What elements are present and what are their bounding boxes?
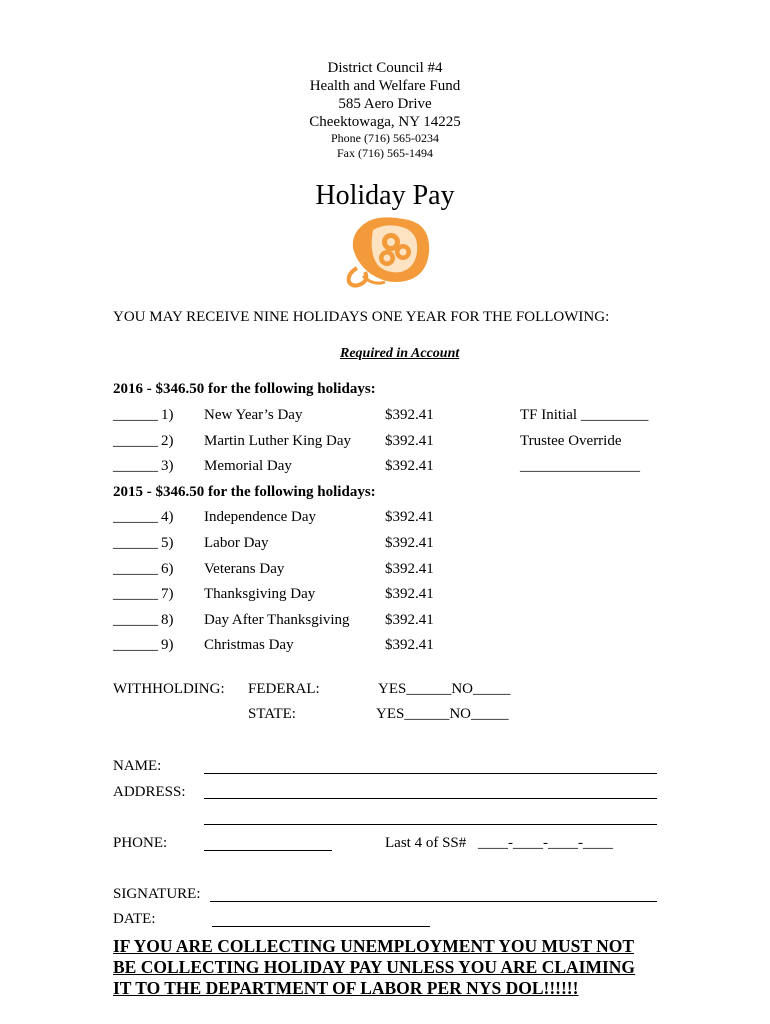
federal-yes-no-field[interactable]: YES______NO_____ (378, 681, 511, 697)
holiday-name: New Year’s Day (204, 407, 303, 423)
warning-line-1: IF YOU ARE COLLECTING UNEMPLOYMENT YOU MUST NOT (113, 936, 635, 956)
address-field-line1[interactable] (204, 798, 657, 799)
holiday-amount: $392.41 (385, 535, 434, 551)
tf-initial-field[interactable]: TF Initial _________ (520, 407, 649, 423)
signature-field[interactable] (210, 901, 657, 902)
holiday-name: Independence Day (204, 509, 317, 525)
page-title: Holiday Pay (315, 180, 455, 211)
holiday-amount: $392.41 (385, 458, 434, 474)
signature-label: SIGNATURE: (113, 886, 201, 902)
holiday-number: 7) (161, 586, 174, 602)
group-heading-2015: 2015 - $346.50 for the following holidays: (113, 484, 376, 500)
holiday-number: 5) (161, 535, 174, 551)
federal-label: FEDERAL: (248, 681, 320, 697)
holiday-name: Thanksgiving Day (204, 586, 316, 602)
state-yes-no-field[interactable]: YES______NO_____ (376, 706, 509, 722)
warning-line-3: IT TO THE DEPARTMENT OF LABOR PER NYS DOL!!!!!! (113, 978, 579, 998)
holiday-blank[interactable]: ______ (113, 586, 158, 602)
holiday-blank[interactable]: ______ (113, 509, 158, 525)
warning-line-2: BE COLLECTING HOLIDAY PAY UNLESS YOU ARE CLAIMING (113, 957, 636, 977)
holiday-name: Christmas Day (204, 637, 294, 653)
trustee-override-label: Trustee Override (520, 433, 622, 449)
street-address: 585 Aero Drive (338, 96, 432, 112)
holiday-number: 8) (161, 612, 174, 628)
holiday-amount: $392.41 (385, 509, 434, 525)
city-address: Cheektowaga, NY 14225 (309, 114, 461, 130)
org-name: District Council #4 (327, 60, 443, 76)
holiday-number: 6) (161, 561, 174, 577)
intro-text: YOU MAY RECEIVE NINE HOLIDAYS ONE YEAR FOR THE FOLLOWING: (113, 309, 610, 325)
holiday-number: 3) (161, 458, 174, 474)
holiday-blank[interactable]: ______ (113, 458, 158, 474)
ss-field[interactable]: ____-____-____-____ (478, 835, 613, 851)
state-label: STATE: (248, 706, 296, 722)
fax-number: Fax (716) 565-1494 (337, 146, 433, 160)
holiday-name: Martin Luther King Day (204, 433, 352, 449)
address-field-line2[interactable] (204, 824, 657, 825)
holiday-amount: $392.41 (385, 586, 434, 602)
required-label: Required in Account (340, 346, 460, 361)
address-label: ADDRESS: (113, 784, 186, 800)
trustee-override-field[interactable]: ________________ (520, 458, 640, 474)
holiday-amount: $392.41 (385, 433, 434, 449)
holiday-amount: $392.41 (385, 637, 434, 653)
holiday-name: Veterans Day (204, 561, 285, 577)
holiday-amount: $392.41 (385, 612, 434, 628)
holiday-number: 2) (161, 433, 174, 449)
phone-field[interactable] (204, 850, 332, 851)
group-heading-2016: 2016 - $346.50 for the following holidays: (113, 381, 376, 397)
phone-number: Phone (716) 565-0234 (331, 131, 439, 145)
ss-label: Last 4 of SS# (385, 835, 467, 851)
holiday-blank[interactable]: ______ (113, 535, 158, 551)
name-label: NAME: (113, 758, 162, 774)
holiday-name: Day After Thanksgiving (204, 612, 350, 628)
holiday-blank[interactable]: ______ (113, 561, 158, 577)
phone-label: PHONE: (113, 835, 168, 851)
holiday-name: Labor Day (204, 535, 269, 551)
holiday-blank[interactable]: ______ (113, 637, 158, 653)
holiday-number: 9) (161, 637, 174, 653)
withholding-label: WITHHOLDING: (113, 681, 225, 697)
holiday-blank[interactable]: ______ (113, 407, 158, 423)
date-label: DATE: (113, 911, 156, 927)
cornucopia-icon (339, 212, 435, 292)
holiday-number: 4) (161, 509, 174, 525)
date-field[interactable] (212, 926, 430, 927)
name-field[interactable] (204, 773, 657, 774)
holiday-blank[interactable]: ______ (113, 612, 158, 628)
holiday-amount: $392.41 (385, 407, 434, 423)
holiday-blank[interactable]: ______ (113, 433, 158, 449)
holiday-number: 1) (161, 407, 174, 423)
holiday-amount: $392.41 (385, 561, 434, 577)
fund-name: Health and Welfare Fund (309, 78, 461, 94)
holiday-name: Memorial Day (204, 458, 292, 474)
